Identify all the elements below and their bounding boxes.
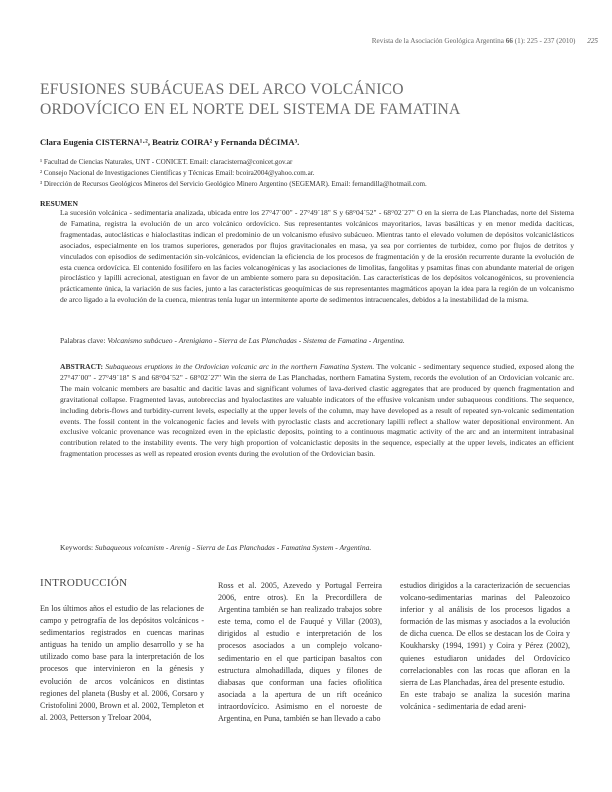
affiliation-1: ¹ Facultad de Ciencias Naturales, UNT - CONICET. Email: claracisterna@conicet.gov.ar [40,158,293,166]
keywords-text: Subaqueous volcanism - Arenig - Sierra de Las Planchadas - Famatina System - Argentina. [95,543,372,552]
journal-name: Revista de la Asociación Geológica Argentina [371,37,504,45]
keywords-label: Keywords: [60,543,94,552]
affiliation-3: ³ Dirección de Recursos Geológicos Mineros del Servicio Geológico Minero Argentino (SEGEMAR). Email: fernandilla@hotmail.com. [40,179,427,188]
running-head [280,37,598,45]
journal-pages: (1): 225 - 237 (2010) [514,37,576,45]
body-column-2-text: Ross et al. 2005, Azevedo y Portugal Ferreira 2006, entre otros). En la Precordillera de Argentina también se han realizado trabajos sobre este tema, como el de Fauqué y Villar (2003), dirigidos al estudio e interpretación de los procesos asociados a un complejo volcano- sedimentario en el que participan basaltos con estructura almohadillada, diques y filones de diabasas que conforman una facies ofiolítica asociada a la apertura de un rift oceánico intraordovícico. Asimismo en el noroeste de Argentina, en Puna, también se han llevado a cabo [218,581,382,724]
journal-volume: 66 [505,37,513,45]
affiliation-2: ² Consejo Nacional de Investigaciones Científicas y Técnicas Email: bcoira2004@yahoo.com.ar. [40,168,315,177]
title-line-1: EFUSIONES SUBÁCUEAS DEL ARCO VOLCÁNICO [40,81,404,98]
keywords [60,543,371,552]
abstract [60,362,574,460]
body-column-1-text: En los últimos años el estudio de las relaciones de campo y petrografía de los depósitos volcánicos - sedimentarios registrados en cuencas marinas antiguas ha tenido un amplio desarrollo y se ha utilizado como base para la interpretación de los procesos que intervinieron en la génesis y evolución de arcos volcánicos en distintas regiones del planeta (Busby et al. 2006, Corsaro y Cristofolini 2000, Brown et al. 2002, Templeton et al. 2003, Petterson y Treloar 2004, [40,604,204,722]
page-number: 225 [587,37,598,45]
abstract-text: The volcanic - sedimentary sequence studied, exposed along the 27°47´00" - 27°49´18" S and 68°04´52" - 68°02´27" Win the sierra de Las Planchadas, northern Famatina System, records the evolution of an Ordovician volcanic arc. The main volcanic members are basaltic and dacitic lavas and significant volumes of lava-derived clastic aggregates that are produced by quench fragmentation and gravitational collapse. Fragmented lavas, autobreccias and hyaloclastites are valuable indicators of the effusive volcanism under subaqueous conditions. The sequence, including debris-flows and turbidity-current levels, especially at the upper levels of the column, may have developed as a result of repeated syn-volcanic sedimentation events. The fossil content in the volcanogenic facies and levels with pyroclastic clasts and accretionary lapilli reflect a shallow water depositional environment. An exclusive volcanic provenance was recognized even in the epiclastic deposits, pointing to a continuous magmatic activity of the arc and an intermitent intrabasinal contribution related to the instability events. The very high proportion of volcaniclastic deposits in the sequence, especially at the upper levels, indicates an efficient fragmentation processes as well as repeated erosion events during the evolution of the Ordovician basin. [60,362,574,459]
introduccion-heading: INTRODUCCIÓN [40,577,128,589]
affiliations [40,157,580,189]
palabras-clave [60,336,405,345]
title-line-2: ORDOVÍCICO EN EL NORTE DEL SISTEMA DE FAMATINA [40,101,461,118]
body-column-3 [400,580,570,713]
abstract-label: ABSTRACT: [60,362,104,371]
body-column-2 [218,580,382,725]
body-column-3-text: estudios dirigidos a la caracterización de secuencias volcano-sedimentarias marinas del Paleozoico inferior y al análisis de los procesos ligados a formación de las mismas y asociados a la evolución de dicha cuenca. De ellos se destacan los de Coira y Koukharsky (1994, 1991) y Coira y Pérez (2002), quienes estudiaron unidades del Ordovícico correlacionables con las rocas que afloran en la sierra de Las Planchadas, área del presente estudio. [400,581,570,687]
body-column-1 [40,603,204,724]
body-column-3-text-2: En este trabajo se analiza la sucesión marina volcánica - sedimentaria de edad areni- [400,689,570,711]
palabras-clave-label: Palabras clave: [60,336,106,345]
resumen-text: La sucesión volcánica - sedimentaria analizada, ubicada entre los 27°47´00" - 27°49´18" S y 68°04´52" - 68°02´27" O en la sierra de Las Planchadas, norte del Sistema de Famatina, registra la evolución de un arco volcánico ordovícico. Sus representantes volcánicos mayoritarios, lavas basálticas y en menor medida dacíticas, fragmentadas, autoclásticas e hialoclastitas indican el predominio de un volcanismo efusivo subácueo. Mientras tanto el elevado volumen de depósitos volcaniclásticos asociados, especialmente en los tramos superiores, generados por flujos gravitacionales en masa, ya sea por corrientes de turbidez, como por flujos de detritos y vinculados con episodios de sedimentación sin-volcánicos, evidencian la eficiencia de los procesos de fragmentación y de la erosión recurrente durante la evolución de esta cuenca ordovícica. El contenido fosilífero en las facies volcanogénicas y las asociaciones de limolitas, fangolitas y psamitas finas con abundante material de origen piroclástico y lapilli acrecional, atestiguan en favor de un ambiente somero para su depositación. Las características de los depósitos volcanogénicos, su proveniencia prácticamente única, la variación de sus facies, junto a las características geoquímicas de sus representantes magmáticos apoyan la idea para la región de un volcanismo de arco ligado a la evolución de la cuenca, mientras tenía lugar un intermitente aporte de sedimentos intracuencales, debidos a la inestabilidad de la misma. [60,208,574,305]
article-title [40,80,580,120]
palabras-clave-text: Volcanismo subácueo - Arenigiano - Sierra de Las Planchadas - Sistema de Famatina - Argentina. [107,336,405,345]
abstract-title: Subaqueous eruptions in the Ordovician volcanic arc in the northern Famatina System. [105,362,375,371]
resumen-heading: RESUMEN [40,199,78,208]
authors: Clara Eugenia CISTERNA¹·², Beatriz COIRA² y Fernanda DÉCIMA³. [40,137,300,147]
